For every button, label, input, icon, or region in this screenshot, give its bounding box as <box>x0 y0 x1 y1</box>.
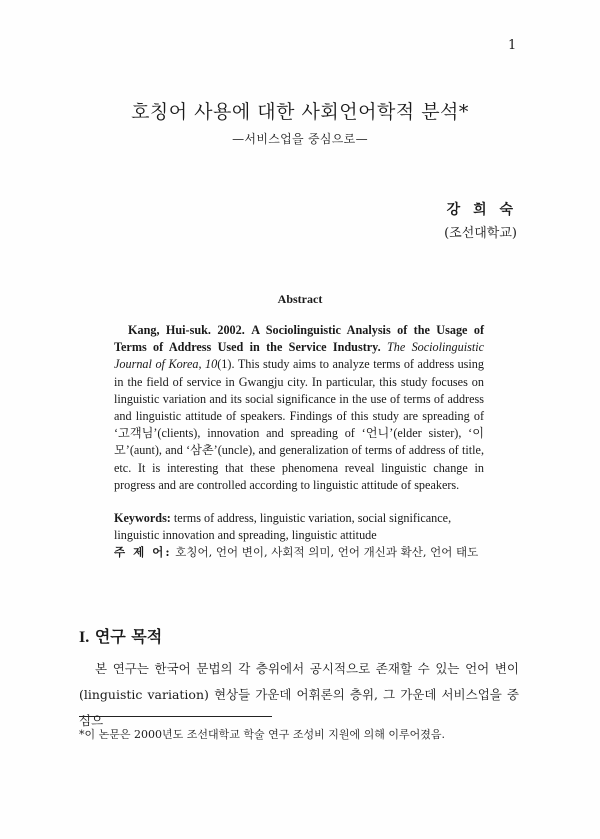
citation-volume: 10 <box>205 357 218 372</box>
keywords-value: terms of address, linguistic variation, social significance, linguistic innovation and spreading, linguistic attitude <box>114 511 452 543</box>
author-name: 강 희 숙 <box>446 202 517 218</box>
section-number: I. <box>79 629 90 646</box>
paper-subtitle: —서비스업을 중심으로— <box>232 132 368 146</box>
citation-issue: (1). <box>217 357 235 372</box>
korean-keywords-value: 호칭어, 언어 변이, 사회적 의미, 언어 개신과 확산, 언어 태도 <box>175 545 479 559</box>
footnote: *이 논문은 2000년도 조선대학교 학술 연구 조성비 지원에 의해 이루어졌음. <box>79 728 445 741</box>
abstract-text: This study aims to analyze terms of address using in the field of service in Gwangju city. In particular, this study focuses on linguistic variation and its social significance in the use of terms of address and linguistic attitude of speakers. Findings of this study are spreading of ‘고객님’(clients), innovation and spreading of ‘언니’(elder sister), ‘이모’(aunt), and ‘삼촌’(uncle), and generalization of terms of address of title, etc. It is interesting that these phenomena reveal linguistic change in progress and are controlled according to linguistic attitude of speakers. <box>114 357 484 492</box>
citation-author: Kang, Hui-suk. 2002. <box>128 323 245 337</box>
citation-title: A Sociolinguistic Analysis of the Usage of Terms of Address Used in the Service Industry. <box>114 323 485 355</box>
korean-keywords-label: 주 제 어: <box>114 545 172 559</box>
body-text: 본 연구는 한국어 문법의 각 층위에서 공시적으로 존재할 수 있는 언어 변이(linguistic variation) 현상들 가운데 어휘론의 층위, 그 가운데 서비스업을 중심으 <box>79 661 519 728</box>
keywords <box>114 510 484 544</box>
keywords-label: Keywords: <box>114 511 171 525</box>
paper-title: 호칭어 사용에 대한 사회언어학적 분석* <box>131 101 469 123</box>
footnote-divider <box>79 716 272 717</box>
section-title: 연구 목적 <box>94 627 163 646</box>
section-heading <box>79 624 162 647</box>
citation-journal: The Sociolinguistic Journal of Korea, <box>114 340 485 372</box>
author-affiliation: (조선대학교) <box>444 226 517 241</box>
abstract-heading: Abstract <box>277 292 323 306</box>
body-paragraph <box>79 656 519 734</box>
abstract-body <box>114 322 484 494</box>
korean-keywords <box>114 544 484 561</box>
page-number: 1 <box>508 38 517 53</box>
